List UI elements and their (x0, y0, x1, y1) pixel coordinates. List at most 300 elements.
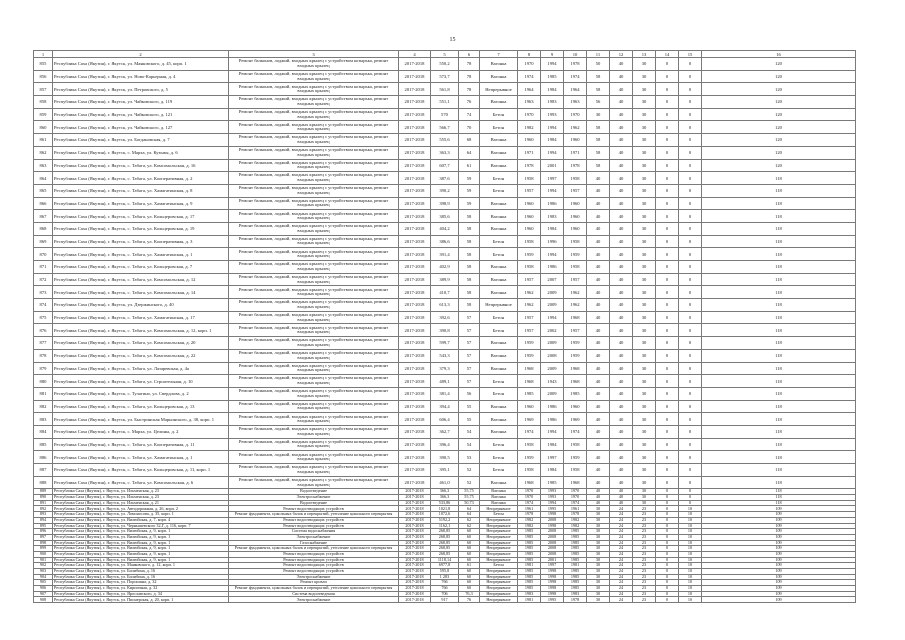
cell-c11: 40 (587, 197, 610, 210)
cell-c14: 0 (656, 70, 679, 83)
cell-c16: 120 (702, 121, 856, 134)
cell-c11: 40 (587, 324, 610, 337)
cell-c16: 109 (702, 591, 856, 597)
cell-wall-material: Непрерывное (480, 299, 518, 312)
column-header: 9 (541, 51, 564, 58)
table-row (34, 83, 856, 96)
cell-c14: 0 (656, 261, 679, 274)
cell-c15: 0 (679, 146, 702, 159)
cell-c11: 30 (587, 563, 610, 569)
cell-c16: 120 (702, 146, 856, 159)
cell-work-type: Ремонт балконов, лоджий, входных крылец с устройством козырька, ремонт входных крылец (229, 134, 399, 147)
cell-c13: 30 (633, 184, 656, 197)
cell-year-built: 1964 (518, 83, 541, 96)
cell-c12: 24 (610, 563, 633, 569)
cell-year-repair: 1994 (541, 146, 564, 159)
cell-c14: 0 (656, 58, 679, 71)
column-header: 15 (679, 51, 702, 58)
cell-address: Республика Саха (Якутия), г. Якутск, ул. Чайковского, д. 127 (53, 121, 229, 134)
cell-c15: 0 (679, 261, 702, 274)
cell-year-built: 1957 (518, 184, 541, 197)
cell-c13: 30 (633, 337, 656, 350)
cell-c15: 10 (679, 523, 702, 529)
cell-c11: 40 (587, 387, 610, 400)
cell-c16: 109 (702, 574, 856, 580)
cell-c14: 0 (656, 523, 679, 529)
cell-wall-material: Вагонка (480, 425, 518, 438)
cell-c15: 10 (679, 512, 702, 518)
cell-c11: 30 (587, 540, 610, 546)
cell-c11: 40 (587, 451, 610, 464)
cell-row-number: 898 (34, 540, 53, 546)
cell-area: 404,2 (431, 222, 459, 235)
cell-c14: 0 (656, 517, 679, 523)
cell-year-x: 1961 (564, 506, 587, 512)
cell-c13: 30 (633, 83, 656, 96)
cell-year-x: 1985 (564, 557, 587, 563)
cell-area: 533,86 (431, 500, 459, 506)
cell-year-built: 1981 (518, 563, 541, 569)
cell-c11: 30 (587, 546, 610, 552)
cell-year-repair: 1998 (541, 574, 564, 580)
cell-year-repair: 1994 (541, 248, 564, 261)
cell-wear: 64 (459, 512, 480, 518)
cell-year-repair: 1994 (541, 184, 564, 197)
cell-wall-material: Бетон (480, 108, 518, 121)
cell-c13: 23 (633, 529, 656, 535)
cell-c15: 0 (679, 184, 702, 197)
cell-wall-material: Бетон (480, 387, 518, 400)
cell-address: Республика Саха (Якутия), г. Якутск, ул. Чернышевского 32,Г, д. 116, корп. 7 (53, 523, 229, 529)
cell-address: Республика Саха (Якутия), г. Якутск, ул. Билибина, д. 16 (53, 574, 229, 580)
cell-c11: 30 (587, 557, 610, 563)
cell-c12: 40 (610, 273, 633, 286)
cell-area: 1021,8 (431, 506, 459, 512)
cell-year-x: 1960 (564, 222, 587, 235)
cell-work-type: Ремонт балконов, лоджий, входных крылец с устройством козырька, ремонт входных крылец (229, 311, 399, 324)
cell-row-number: 894 (34, 517, 53, 523)
cell-c12: 24 (610, 512, 633, 518)
cell-year-repair: 2008 (541, 546, 564, 552)
cell-c14: 0 (656, 362, 679, 375)
cell-c14: 0 (656, 197, 679, 210)
table-row (34, 476, 856, 489)
cell-address: Республика Саха (Якутия), г. Якутск, с. Табага, ул. Комсомольская, д. 20 (53, 337, 229, 350)
cell-work-type: Ремонт балконов, лоджий, входных крылец с устройством козырька, ремонт входных крылец (229, 83, 399, 96)
cell-year-built: 1982 (518, 121, 541, 134)
cell-work-type: Ремонт балконов, лоджий, входных крылец с устройством козырька, ремонт входных крылец (229, 58, 399, 71)
cell-c15: 10 (679, 529, 702, 535)
cell-year-repair: 1984 (541, 438, 564, 451)
cell-c11: 40 (587, 286, 610, 299)
cell-address: Республика Саха (Якутия), г. Якутск, ул. Дзержинского, д. 40 (53, 299, 229, 312)
cell-wear: 60 (459, 586, 480, 592)
cell-row-number: 867 (34, 210, 53, 223)
cell-year-x: 1978 (564, 597, 587, 603)
cell-address: Республика Саха (Якутия), г. Якутск, с. Табага, ул. Хамагатинская, д. 17 (53, 311, 229, 324)
cell-wall-material: Вагонка (480, 261, 518, 274)
cell-c13: 23 (633, 534, 656, 540)
cell-year-x: 1985 (564, 546, 587, 552)
cell-year-built: 1960 (518, 210, 541, 223)
cell-c11: 40 (587, 413, 610, 426)
cell-address: Республика Саха (Якутия), г. Якутск, с. Табага, ул. Кольцеровская, д. 19 (53, 222, 229, 235)
cell-c12: 40 (610, 96, 633, 109)
cell-address: Республика Саха (Якутия), г. Якутск, ул. Порошина, д. 32 (53, 580, 229, 586)
cell-work-type: Ремонт балконов, лоджий, входных крылец с устройством козырька, ремонт входных крылец (229, 121, 399, 134)
cell-c13: 30 (633, 134, 656, 147)
cell-area: 389,9 (431, 273, 459, 286)
cell-year-built: 1957 (518, 273, 541, 286)
cell-c12: 24 (610, 529, 633, 535)
cell-c13: 23 (633, 557, 656, 563)
cell-row-number: 880 (34, 375, 53, 388)
cell-area: 390,8 (431, 324, 459, 337)
cell-wall-material: Бетон (480, 512, 518, 518)
cell-area: 410,7 (431, 286, 459, 299)
cell-row-number: 887 (34, 464, 53, 477)
table-row (34, 464, 856, 477)
cell-work-type: Ремонт балконов, лоджий, входных крылец с устройством козырька, ремонт входных крылец (229, 337, 399, 350)
cell-area: 566,7 (431, 121, 459, 134)
cell-work-type: Ремонт водоотводящих устройств (229, 557, 399, 563)
cell-year-x: 1958 (564, 172, 587, 185)
cell-c16: 118 (702, 172, 856, 185)
cell-row-number: 879 (34, 362, 53, 375)
cell-work-type: Электроснабжение (229, 495, 399, 501)
cell-row-number: 881 (34, 387, 53, 400)
table-row (34, 261, 856, 274)
cell-c15: 0 (679, 495, 702, 501)
cell-year-repair: 1983 (541, 210, 564, 223)
cell-address: Республика Саха (Якутия), г. Якутск, с. Табага, ул. Комсомольская, д. 16 (53, 159, 229, 172)
cell-year-repair: 1998 (541, 591, 564, 597)
cell-work-type: Газоснабжение (229, 540, 399, 546)
cell-work-type: Ремонт балконов, лоджий, входных крылец с устройством козырька, ремонт входных крылец (229, 222, 399, 235)
cell-c16: 118 (702, 476, 856, 489)
cell-c16: 118 (702, 413, 856, 426)
cell-year-x: 1969 (564, 413, 587, 426)
cell-address: Республика Саха (Якутия), г. Якутск, с. Табага, ул. Хамагатинская, д. 1 (53, 248, 229, 261)
cell-c11: 58 (587, 121, 610, 134)
cell-row-number: 859 (34, 108, 53, 121)
cell-year-built: 1960 (518, 197, 541, 210)
cell-work-type: Ремонт балконов, лоджий, входных крылец с устройством козырька, ремонт входных крылец (229, 235, 399, 248)
cell-c15: 0 (679, 311, 702, 324)
cell-year-repair: 1984 (541, 134, 564, 147)
cell-c16: 109 (702, 517, 856, 523)
cell-c12: 40 (610, 464, 633, 477)
cell-work-type: Ремонт балконов, лоджий, входных крылец с устройством козырька, ремонт входных крылец (229, 438, 399, 451)
cell-c13: 23 (633, 597, 656, 603)
cell-year-x: 1978 (564, 512, 587, 518)
cell-c16: 109 (702, 506, 856, 512)
cell-c11: 30 (587, 597, 610, 603)
cell-work-type: Ремонт водоотводящих устройств (229, 569, 399, 575)
cell-c14: 0 (656, 464, 679, 477)
cell-c12: 40 (610, 299, 633, 312)
cell-c14: 0 (656, 540, 679, 546)
cell-row-number: 875 (34, 311, 53, 324)
cell-c13: 23 (633, 586, 656, 592)
cell-period: 2017-2018 (399, 159, 431, 172)
cell-address: Республика Саха (Якутия), г. Якутск, ул. Петровского, д. 5 (53, 83, 229, 96)
cell-c13: 23 (633, 569, 656, 575)
cell-c12: 24 (610, 580, 633, 586)
cell-c16: 118 (702, 184, 856, 197)
cell-period: 2017-2018 (399, 184, 431, 197)
cell-c15: 0 (679, 159, 702, 172)
cell-c13: 30 (633, 387, 656, 400)
cell-wear: 76,3 (459, 591, 480, 597)
cell-c15: 10 (679, 540, 702, 546)
table-row (34, 400, 856, 413)
cell-wear: 78 (459, 58, 480, 71)
cell-year-repair: 1986 (541, 413, 564, 426)
cell-period: 2017-2018 (399, 375, 431, 388)
cell-c12: 40 (610, 349, 633, 362)
cell-c13: 23 (633, 574, 656, 580)
cell-wear: 55,75 (459, 495, 480, 501)
cell-c11: 30 (587, 574, 610, 580)
cell-year-built: 1978 (518, 512, 541, 518)
cell-area: 390,5 (431, 451, 459, 464)
cell-c13: 23 (633, 551, 656, 557)
cell-c14: 0 (656, 146, 679, 159)
cell-wall-material: Вагонка (480, 210, 518, 223)
cell-year-x: 1960 (564, 400, 587, 413)
cell-period: 2017-2018 (399, 222, 431, 235)
cell-c15: 0 (679, 222, 702, 235)
cell-address: Республика Саха (Якутия), г. Якутск, ул. Чайковского, д. 121 (53, 108, 229, 121)
cell-period: 2017-2018 (399, 146, 431, 159)
cell-year-x: 1978 (564, 58, 587, 71)
cell-year-built: 1960 (518, 134, 541, 147)
cell-c11: 30 (587, 569, 610, 575)
cell-c15: 0 (679, 248, 702, 261)
cell-period: 2017-2018 (399, 591, 431, 597)
cell-period: 2017-2018 (399, 506, 431, 512)
cell-c14: 0 (656, 438, 679, 451)
cell-row-number: 883 (34, 413, 53, 426)
cell-year-x: 1978 (564, 159, 587, 172)
table-row (34, 70, 856, 83)
cell-c15: 10 (679, 534, 702, 540)
cell-wall-material: Бетон (480, 324, 518, 337)
cell-address: Республика Саха (Якутия), г. Якутск, ул. Кирпичная, д. 32 (53, 586, 229, 592)
cell-c13: 30 (633, 362, 656, 375)
cell-c14: 0 (656, 273, 679, 286)
cell-year-built: 1958 (518, 438, 541, 451)
table-row (34, 96, 856, 109)
cell-year-repair: 2007 (541, 273, 564, 286)
cell-c11: 58 (587, 159, 610, 172)
cell-wear: 60 (459, 574, 480, 580)
cell-area: 268,85 (431, 534, 459, 540)
cell-period: 2017-2018 (399, 495, 431, 501)
cell-area: 387,6 (431, 172, 459, 185)
cell-c14: 0 (656, 569, 679, 575)
column-header: 16 (702, 51, 856, 58)
cell-c12: 40 (610, 83, 633, 96)
cell-c16: 120 (702, 58, 856, 71)
cell-work-type: Ремонт фундамента, цокольных балок и перекрытий, утепление цокольного перекрытия (229, 586, 399, 592)
cell-year-repair: 1995 (541, 597, 564, 603)
cell-year-x: 1985 (564, 580, 587, 586)
cell-work-type: Ремонт балконов, лоджий, входных крылец с устройством козырька, ремонт входных крылец (229, 299, 399, 312)
cell-wall-material: Вагонка (480, 362, 518, 375)
cell-year-built: 1974 (518, 500, 541, 506)
cell-wear: 78 (459, 70, 480, 83)
cell-year-x: 1985 (564, 387, 587, 400)
cell-area: 381,4 (431, 387, 459, 400)
cell-c13: 30 (633, 159, 656, 172)
cell-c16: 118 (702, 197, 856, 210)
cell-c12: 40 (610, 172, 633, 185)
cell-work-type: Ремонт балконов, лоджий, входных крылец с устройством козырька, ремонт входных крылец (229, 362, 399, 375)
cell-c15: 10 (679, 563, 702, 569)
cell-c14: 0 (656, 286, 679, 299)
cell-c12: 24 (610, 523, 633, 529)
cell-year-built: 1957 (518, 324, 541, 337)
cell-c16: 118 (702, 248, 856, 261)
cell-period: 2017-2018 (399, 534, 431, 540)
cell-area: 394,4 (431, 400, 459, 413)
cell-year-x: 1958 (564, 261, 587, 274)
cell-work-type: Ремонт балконов, лоджий, входных крылец с устройством козырька, ремонт входных крылец (229, 108, 399, 121)
cell-year-x: 1958 (564, 438, 587, 451)
table-row (34, 197, 856, 210)
cell-wall-material: Бетон (480, 311, 518, 324)
cell-address: Республика Саха (Якутия), г. Якутск, с. Табага, ул. Кооперативная, д. 2 (53, 172, 229, 185)
cell-year-repair: 1994 (541, 121, 564, 134)
cell-row-number: 889 (34, 489, 53, 495)
cell-address: Республика Саха (Якутия), г. Якутск, с. Табага, ул. Кооперативная, д. 11 (53, 438, 229, 451)
cell-period: 2017-2018 (399, 413, 431, 426)
column-header-row (34, 51, 856, 58)
cell-wall-material: Вагонка (480, 197, 518, 210)
cell-year-x: 1985 (564, 540, 587, 546)
cell-year-built: 1983 (518, 591, 541, 597)
cell-c11: 40 (587, 172, 610, 185)
cell-c11: 40 (587, 261, 610, 274)
cell-period: 2017-2018 (399, 500, 431, 506)
cell-address: Республика Саха (Якутия), г. Якутск, с. Табага, ул. Кольцеровская, д. 11, корп. 1 (53, 464, 229, 477)
cell-year-built: 1958 (518, 464, 541, 477)
cell-year-x: 1983 (564, 591, 587, 597)
cell-wall-material: Вагонка (480, 159, 518, 172)
cell-year-repair: 1995 (541, 506, 564, 512)
cell-work-type: Ремонт фундамента, цокольных балок и перекрытий, утепление цокольного перекрытия (229, 546, 399, 552)
cell-c11: 40 (587, 273, 610, 286)
cell-wall-material: Вагонка (480, 349, 518, 362)
cell-address: Республика Саха (Якутия), г. Якутск, ул. Ново-Карьерная, д. 4 (53, 70, 229, 83)
cell-address: Республика Саха (Якутия), г. Якутск, с. Табага, ул. Лазаревская, д. 4а (53, 362, 229, 375)
cell-c14: 0 (656, 425, 679, 438)
cell-period: 2017-2018 (399, 574, 431, 580)
cell-wear: 61 (459, 159, 480, 172)
table-row (34, 210, 856, 223)
cell-wear: 52 (459, 464, 480, 477)
cell-area: 398,9 (431, 197, 459, 210)
cell-c16: 118 (702, 500, 856, 506)
cell-year-repair: 1998 (541, 586, 564, 592)
cell-row-number: 890 (34, 495, 53, 501)
cell-wall-material: Вагонка (480, 70, 518, 83)
cell-area: 268,85 (431, 551, 459, 557)
cell-period: 2017-2018 (399, 438, 431, 451)
cell-row-number: 865 (34, 184, 53, 197)
cell-year-built: 1962 (518, 299, 541, 312)
cell-c12: 24 (610, 540, 633, 546)
cell-wall-material: Бетон (480, 235, 518, 248)
cell-year-built: 1982 (518, 523, 541, 529)
cell-area: 268,85 (431, 529, 459, 535)
cell-year-repair: 1993 (541, 108, 564, 121)
cell-address: Республика Саха (Якутия), г. Якутск, с. Табага, ул. Комсомольская, д. 12, корп. 1 (53, 324, 229, 337)
cell-c16: 118 (702, 273, 856, 286)
cell-wear: 64 (459, 146, 480, 159)
cell-c12: 40 (610, 197, 633, 210)
cell-c12: 40 (610, 248, 633, 261)
cell-area: 396,4 (431, 438, 459, 451)
cell-work-type: Ремонт балконов, лоджий, входных крылец с устройством козырька, ремонт входных крылец (229, 375, 399, 388)
cell-wear: 59 (459, 184, 480, 197)
cell-period: 2017-2018 (399, 387, 431, 400)
cell-c12: 24 (610, 506, 633, 512)
cell-c12: 24 (610, 546, 633, 552)
column-header: 1 (34, 51, 53, 58)
table-row (34, 248, 856, 261)
cell-wear: 57 (459, 362, 480, 375)
cell-year-built: 1960 (518, 222, 541, 235)
cell-year-x: 1963 (564, 96, 587, 109)
cell-c13: 30 (633, 70, 656, 83)
cell-c13: 30 (633, 210, 656, 223)
cell-area: 766 (431, 580, 459, 586)
cell-c11: 40 (587, 235, 610, 248)
cell-year-repair: 1993 (541, 495, 564, 501)
cell-wall-material: Вагонка (480, 400, 518, 413)
table-row (34, 597, 856, 603)
column-header: 3 (229, 51, 399, 58)
cell-c16: 109 (702, 586, 856, 592)
cell-c11: 58 (587, 70, 610, 83)
cell-c12: 40 (610, 451, 633, 464)
cell-year-built: 1974 (518, 425, 541, 438)
cell-c14: 0 (656, 546, 679, 552)
cell-period: 2017-2018 (399, 569, 431, 575)
cell-year-built: 1957 (518, 311, 541, 324)
cell-c16: 109 (702, 540, 856, 546)
cell-address: Республика Саха (Якутия), г. Якутск, с. Табага, ул. Комсомольская, д. 12 (53, 273, 229, 286)
cell-period: 2017-2018 (399, 512, 431, 518)
cell-c15: 0 (679, 349, 702, 362)
cell-c13: 30 (633, 58, 656, 71)
cell-year-repair: 1998 (541, 512, 564, 518)
cell-year-built: 1985 (518, 529, 541, 535)
cell-c13: 30 (633, 108, 656, 121)
cell-c11: 40 (587, 362, 610, 375)
cell-wear: 68 (459, 134, 480, 147)
cell-c16: 109 (702, 534, 856, 540)
cell-c16: 118 (702, 451, 856, 464)
cell-address: Республика Саха (Якутия), г. Якутск, ул. Вилюйская, д. 9, корп. 1 (53, 546, 229, 552)
cell-area: 550,2 (431, 58, 459, 71)
cell-c12: 24 (610, 557, 633, 563)
cell-wall-material: Бетон (480, 438, 518, 451)
cell-c16: 118 (702, 337, 856, 350)
